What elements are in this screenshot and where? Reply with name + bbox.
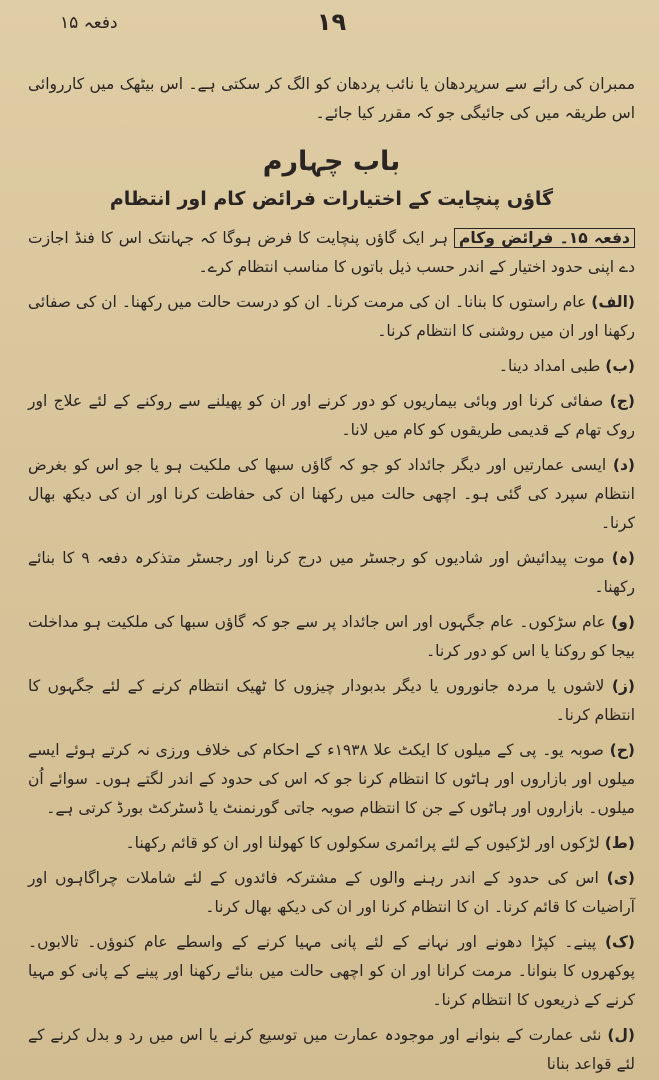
- item-marker: (ک): [604, 933, 635, 951]
- list-item: [28, 387, 635, 445]
- list-item: [28, 544, 635, 602]
- item-text: پینے۔ کپڑا دھونے اور نہانے کے لئے پانی مہیا کرنے کے واسطے عام کنوؤں۔ تالابوں۔ پوکھروں کا بنوانا۔ مرمت کرانا اور ان کو اچھی حالت میں بنائے رکھنا اور پینے کے پانی کو مہیا کرنے کے ذریعوں کا انتظام کرنا۔: [28, 933, 635, 1009]
- list-item: [28, 864, 635, 922]
- item-marker: (ی): [606, 869, 635, 887]
- item-marker: (ج): [609, 392, 635, 410]
- item-text: اس کی حدود کے اندر رہنے والوں کے مشترکہ فائدوں کے لئے شاملات چراگاہوں اور آراضیات کا قائم کرنا۔ ان کا انتظام کرنا اور ان کی دیکھ بھال کرنا۔: [28, 869, 635, 916]
- item-text: نئی عمارت کے بنوانے اور موجودہ عمارت میں توسیع کرنے یا اس میں رد و بدل کرنے کے لئے قواعد بنانا: [28, 1026, 635, 1073]
- item-marker: (ل): [607, 1026, 635, 1044]
- item-marker: (ب): [605, 357, 635, 375]
- item-text: عام راستوں کا بنانا۔ ان کی مرمت کرنا۔ ان کو درست حالت میں رکھنا۔ ان کی صفائی رکھنا اور ان میں روشنی کا انتظام کرنا۔: [28, 293, 635, 340]
- list-item: [28, 928, 635, 1015]
- item-text: موت پیدائیش اور شادیوں کو رجسٹر میں درج کرنا اور رجسٹر متذکرہ دفعہ ۹ کا بنائے رکھنا۔: [28, 549, 635, 596]
- page-header: [28, 8, 635, 48]
- chapter-subtitle: گاؤں پنچایت کے اختیارات فرائض کام اور انتظام: [109, 188, 554, 210]
- item-text: لڑکوں اور لڑکیوں کے لئے پرائمری سکولوں کا کھولنا اور ان کو قائم رکھنا۔: [125, 834, 600, 852]
- item-marker: (د): [612, 456, 635, 474]
- chapter-title: باب چہارم: [262, 146, 401, 177]
- section-text: ہر ایک گاؤں پنچایت کا فرض ہوگا کہ جہانتک اس کا فنڈ اجازت دے اپنی حدود اختیار کے اندر حسب ذیل باتوں کا مناسب انتظام کرے۔: [28, 229, 635, 276]
- intro-paragraph: ممبران کی رائے سے سرپردھان یا نائب پردھان کو الگ کر سکتی ہے۔ اس بیٹھک میں کارروائی اس طریقہ میں کی جائیگی جو کہ مقرر کیا جائے۔: [28, 75, 635, 122]
- item-text: صفائی کرنا اور وبائی بیماریوں کو دور کرنے اور ان کو پھیلنے سے روکنے کے لئے علاج اور روک تھام کے قدیمی طریقوں کو کام میں لانا۔: [28, 392, 635, 439]
- page-number: ۱۹: [316, 8, 347, 36]
- document-body: [28, 70, 635, 1079]
- item-text: ایسی عمارتیں اور دیگر جائداد کو جو کہ گاؤں سبھا کی ملکیت ہو یا جو اس کو بغرض انتظام سپرد کی گئی ہو۔ اچھی حالت میں رکھنا ان کی حفاظت کرنا اور ان کی دیکھ بھال کرنا۔: [28, 456, 635, 532]
- item-text: طبی امداد دینا۔: [498, 357, 601, 375]
- list-item: [28, 352, 635, 381]
- item-text: لاشوں یا مردہ جانوروں یا دیگر بدبودار چیزوں کا ٹھیک انتظام کرنے کے لئے جگہوں کا انتظام کرنا۔: [28, 677, 635, 724]
- item-marker: (ہ): [611, 549, 635, 567]
- list-item: [28, 288, 635, 346]
- section-reference: دفعہ ۱۵: [60, 13, 118, 33]
- section-paragraph: [28, 224, 635, 282]
- list-item: [28, 1021, 635, 1079]
- item-marker: (ح): [609, 741, 635, 759]
- section-label: دفعہ ۱۵۔ فرائض وکام: [454, 228, 635, 248]
- list-item: [28, 672, 635, 730]
- list-item: [28, 829, 635, 858]
- item-marker: (و): [611, 613, 635, 631]
- item-marker: (الف): [591, 293, 635, 311]
- item-text: عام سڑکوں۔ عام جگہوں اور اس جائداد پر سے جو کہ گاؤں سبھا کی ملکیت ہو مداخلت بیجا کو روکنا یا اس کو دور کرنا۔: [28, 613, 635, 660]
- item-text: صوبہ یو۔ پی کے میلوں کا ایکٹ علا ۱۹۳۸ء کے احکام کی خلاف ورزی نہ کرتے ہوئے ایسے میلوں اور بازاروں اور ہاٹوں کا انتظام کرنا جو کہ اس کی حدود کے اندر لگتے ہوں۔ سوائے اُن میلوں۔ بازاروں اور ہاٹوں کے جن کا انتظام صوبہ جاتی گورنمنٹ یا ڈسٹرکٹ بورڈ کرتی ہے۔: [28, 741, 635, 817]
- list-item: [28, 451, 635, 538]
- list-item: [28, 736, 635, 823]
- item-marker: (ط): [604, 834, 635, 852]
- item-marker: (ز): [611, 677, 635, 695]
- list-item: [28, 608, 635, 666]
